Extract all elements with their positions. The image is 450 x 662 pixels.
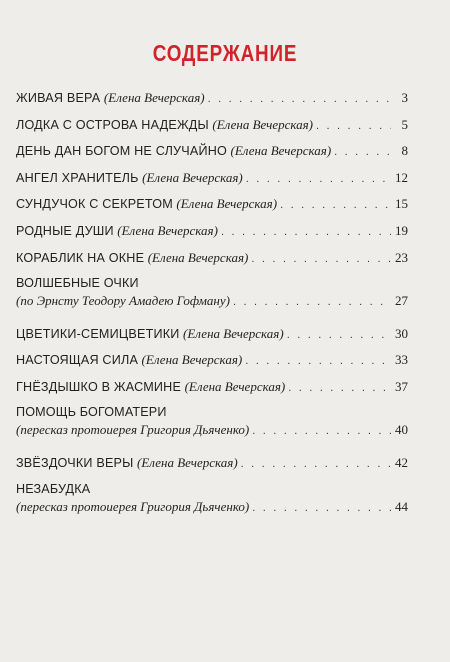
entry-page-number: 19 <box>395 222 408 238</box>
entry-title: ВОЛШЕБНЫЕ ОЧКИ <box>16 276 139 291</box>
entry-page-number: 27 <box>395 293 408 309</box>
entry-page-number: 23 <box>395 249 408 265</box>
toc-entry <box>16 405 408 455</box>
toc-entry <box>16 379 408 406</box>
entry-author: (Елена Вечерская) <box>184 378 286 394</box>
dot-leader <box>233 296 391 308</box>
toc-entry <box>16 196 408 223</box>
entry-author: (Елена Вечерская) <box>137 454 238 470</box>
entry-author: (по Эрнсту Теодору Амадею Гофману) <box>16 293 230 309</box>
entry-page-number: 40 <box>395 422 408 438</box>
entry-author: (Елена Вечерская) <box>103 90 205 105</box>
entry-author: (Елена Вечерская) <box>176 196 278 212</box>
entry-page-number: 44 <box>395 498 408 514</box>
entry-author: (Елена Вечерская) <box>147 249 249 265</box>
entry-title: КОРАБЛИК НА ОКНЕ <box>16 250 145 265</box>
page-title: СОДЕРЖАНИЕ <box>152 40 298 66</box>
entry-title: ПОМОЩЬ БОГОМАТЕРИ <box>16 405 167 420</box>
dot-leader <box>221 226 391 238</box>
entry-title: НЕЗАБУДКА <box>16 481 91 496</box>
entry-author: (Елена Вечерская) <box>141 352 243 368</box>
dot-leader <box>316 120 391 132</box>
dot-leader <box>288 382 391 394</box>
dot-leader <box>280 199 391 211</box>
dot-leader <box>252 502 391 514</box>
entry-title: ЗВЁЗДОЧКИ ВЕРЫ <box>16 455 134 470</box>
toc-entry <box>16 352 408 379</box>
dot-leader <box>245 355 391 367</box>
toc-entry <box>16 170 408 197</box>
entry-author: (Елена Вечерская) <box>212 116 314 132</box>
toc-entry <box>16 482 408 532</box>
toc-entry <box>16 326 408 353</box>
entry-page-number: 8 <box>401 143 408 159</box>
toc-entry <box>16 143 408 170</box>
toc-entry <box>16 90 408 117</box>
toc-entry <box>16 276 408 326</box>
entry-title: РОДНЫЕ ДУШИ <box>16 223 114 238</box>
entry-page-number: 15 <box>395 196 408 212</box>
toc-entry <box>16 223 408 250</box>
entry-page-number: 33 <box>395 352 408 368</box>
dot-leader <box>208 93 391 105</box>
entry-page-number: 42 <box>395 454 408 470</box>
entry-title: ЛОДКА С ОСТРОВА НАДЕЖДЫ <box>16 117 209 132</box>
entry-author: (Елена Вечерская) <box>142 169 243 185</box>
entry-title: АНГЕЛ ХРАНИТЕЛЬ <box>16 170 139 185</box>
entry-page-number: 30 <box>395 325 408 341</box>
entry-author: (Елена Вечерская) <box>117 222 218 238</box>
entry-title: ГНЁЗДЫШКО В ЖАСМИНЕ <box>16 379 182 394</box>
entry-title: ЦВЕТИКИ-СЕМИЦВЕТИКИ <box>16 326 180 341</box>
entry-page-number: 5 <box>401 116 408 132</box>
dot-leader <box>246 173 391 185</box>
dot-leader <box>334 146 391 158</box>
entry-title: ЖИВАЯ ВЕРА <box>16 91 101 105</box>
entry-page-number: 3 <box>401 90 408 105</box>
entry-author: (пересказ протоиерея Григория Дьяченко) <box>16 422 250 438</box>
toc-entry <box>16 250 408 277</box>
dot-leader <box>252 425 391 437</box>
toc-entry <box>16 117 408 144</box>
entry-page-number: 12 <box>395 169 408 185</box>
dot-leader <box>287 329 391 341</box>
entry-title: НАСТОЯЩАЯ СИЛА <box>16 353 139 368</box>
toc-entry <box>16 455 408 482</box>
entry-author: (пересказ протоиерея Григория Дьяченко) <box>16 498 250 514</box>
entry-title: ДЕНЬ ДАН БОГОМ НЕ СЛУЧАЙНО <box>16 144 227 159</box>
entry-author: (Елена Вечерская) <box>183 325 284 341</box>
entry-page-number: 37 <box>395 378 408 394</box>
entry-title: СУНДУЧОК С СЕКРЕТОМ <box>16 197 173 212</box>
dot-leader <box>241 458 391 470</box>
table-of-contents <box>16 90 408 531</box>
dot-leader <box>251 253 391 265</box>
entry-author: (Елена Вечерская) <box>230 143 332 159</box>
